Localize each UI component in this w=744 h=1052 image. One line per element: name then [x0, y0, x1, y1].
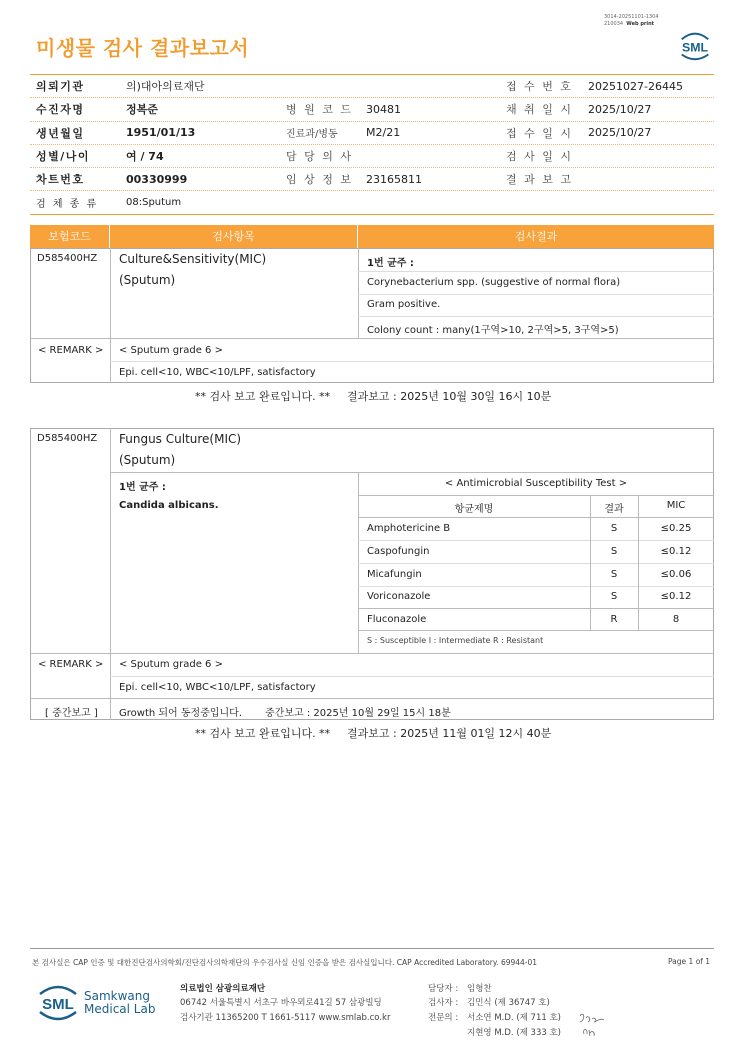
doc-code-line1: 3014-20251101-1304	[604, 14, 659, 20]
manager-name: 임형찬	[467, 984, 492, 994]
ast-result-1: S	[610, 523, 618, 534]
web-print-label: Web print	[626, 21, 655, 27]
specialist2-name: 지현영 M.D. (제 333 호)	[467, 1028, 562, 1038]
tester-label: 검사자 :	[428, 998, 459, 1008]
sml-footer-logo-icon	[36, 980, 80, 1024]
test1-remark-line2: Epi. cell<10, WBC<10/LPF, satisfactory	[119, 367, 316, 378]
name-label: 수진자명	[36, 103, 85, 117]
clinical-label: 임 상 정 보	[286, 173, 353, 187]
test1-result-line1: 1번 균주 :	[367, 258, 414, 269]
ast-legend: S : Susceptible I : Intermediate R : Resistant	[367, 636, 544, 645]
test2-item-line1: Fungus Culture(MIC)	[119, 432, 242, 446]
specimen-label: 검 체 종 류	[36, 199, 99, 211]
ast-mic-5: 8	[672, 614, 680, 625]
specialist-signature	[576, 1006, 610, 1040]
sex-age-label: 성별/나이	[36, 150, 91, 164]
hospital-code-label: 병 원 코 드	[286, 103, 353, 117]
sml-logo-icon	[676, 26, 714, 64]
test1-item-line1: Culture&Sensitivity(MIC)	[119, 252, 267, 266]
footer-divider	[30, 948, 714, 949]
chart-value: 00330999	[126, 172, 188, 186]
report-label: 결 과 보 고	[506, 173, 573, 187]
test-date-label: 검 사 일 시	[506, 150, 573, 164]
interim-time: 중간보고 : 2025년 10월 29일 15시 18분	[265, 708, 451, 719]
test2-remark-label: < REMARK >	[38, 659, 104, 670]
page-number: Page 1 of 1	[668, 957, 711, 966]
ast-result-2: S	[610, 546, 618, 557]
test1-remark-label: < REMARK >	[38, 345, 104, 356]
brand-name	[84, 990, 155, 1016]
institution-label: 의뢰기관	[36, 80, 85, 94]
ast-drug-4: Voriconazole	[367, 591, 431, 602]
sml-logo	[676, 26, 714, 64]
doctor-label: 담 당 의 사	[286, 150, 353, 164]
ast-mic-2: ≤0.12	[660, 546, 692, 557]
hospital-code-value: 30481	[366, 102, 401, 116]
results-table-header	[30, 225, 714, 248]
ast-drug-1: Amphotericine B	[367, 523, 451, 534]
test2-item-line2: (Sputum)	[119, 453, 176, 467]
specialist-label: 전문의 :	[428, 1013, 459, 1023]
clinical-value: 23165811	[366, 172, 422, 186]
test1-code: D585400HZ	[37, 253, 98, 264]
svg-text:SML: SML	[681, 40, 709, 55]
receipt-no-label: 접 수 번 호	[506, 80, 573, 94]
ast-result-3: S	[610, 569, 618, 580]
collect-date-label: 채 취 일 시	[506, 103, 573, 117]
test1-result-line4: Colony count : many(1구역>10, 2구역>5, 3구역>5)	[367, 325, 619, 336]
brand-line1: Samkwang	[84, 989, 150, 1003]
test1-report-time: 결과보고 : 2025년 10월 30일 16시 10분	[347, 390, 552, 403]
receipt-date-value: 2025/10/27	[588, 126, 652, 140]
col-code-header: 보험코드	[30, 225, 110, 248]
test2-remark-line1: < Sputum grade 6 >	[119, 659, 223, 670]
org-contact: 검사기관 11365200 T 1661-5117 www.smlab.co.kr	[180, 1013, 391, 1023]
test2-complete: ** 검사 보고 완료입니다. **	[195, 727, 331, 740]
ast-drug-2: Caspofungin	[367, 546, 430, 557]
ast-mic-1: ≤0.25	[660, 523, 692, 534]
cert-text: 본 검사실은 CAP 인증 및 대한진단검사의학회/진단검사의학재단의 우수검사실 신임 인증을 받은 검사실입니다. CAP Accredited Laboratory. 69944-01	[32, 958, 538, 967]
receipt-date-label: 접 수 일 시	[506, 126, 573, 140]
ast-drug-3: Micafungin	[367, 569, 422, 580]
ast-drug-5: Fluconazole	[367, 614, 427, 625]
ast-header-result: 결과	[604, 504, 624, 515]
sml-footer-logo	[36, 980, 80, 1024]
birth-label: 생년월일	[36, 126, 85, 140]
document-code	[604, 14, 659, 28]
ast-result-5: R	[610, 614, 618, 625]
test2-remark-line2: Epi. cell<10, WBC<10/LPF, satisfactory	[119, 682, 316, 693]
test1-result-line2: Corynebacterium spp. (suggestive of normal flora)	[367, 277, 621, 288]
interim-text: Growth 되어 동정중입니다.	[119, 708, 243, 719]
dept-label: 진료과/병동	[286, 129, 338, 141]
dept-value: M2/21	[366, 126, 401, 140]
birth-value: 1951/01/13	[126, 126, 196, 140]
collect-date-value: 2025/10/27	[588, 102, 652, 116]
chart-label: 차트번호	[36, 173, 85, 187]
ast-header-drug: 항균제명	[454, 504, 494, 515]
doc-code-line2: 210034	[604, 21, 624, 27]
institution-value: 의)대아의료재단	[126, 80, 205, 94]
ast-mic-3: ≤0.06	[660, 569, 692, 580]
svg-text:SML: SML	[42, 996, 74, 1013]
ast-title: < Antimicrobial Susceptibility Test >	[444, 478, 628, 489]
ast-result-4: S	[610, 591, 618, 602]
report-title: 미생물 검사 결과보고서	[36, 36, 250, 60]
test2-code: D585400HZ	[37, 433, 98, 444]
col-result-header: 검사결과	[514, 230, 558, 243]
brand-line2: Medical Lab	[84, 1002, 156, 1016]
test2-strain-label: 1번 균주 :	[119, 482, 166, 493]
sex-age-value: 여 / 74	[126, 150, 164, 164]
tester-name: 김민식 (제 36747 호)	[467, 998, 550, 1008]
specialist1-name: 서소연 M.D. (제 711 호)	[467, 1013, 562, 1023]
interim-label: [ 중간보고 ]	[45, 708, 98, 719]
test1-complete: ** 검사 보고 완료입니다. **	[195, 390, 331, 403]
col-item-header: 검사항목	[110, 225, 358, 248]
org-name: 의료법인 삼광의료재단	[180, 984, 266, 994]
patient-info	[30, 74, 714, 215]
test1-item-line2: (Sputum)	[119, 273, 176, 287]
receipt-no-value: 20251027-26445	[588, 79, 683, 93]
test2-organism: Candida albicans.	[119, 500, 219, 511]
ast-header-mic: MIC	[666, 500, 686, 511]
manager-label: 담당자 :	[428, 984, 459, 994]
test2-report-time: 결과보고 : 2025년 11월 01일 12시 40분	[347, 727, 552, 740]
test1-result-line3: Gram positive.	[367, 299, 441, 310]
test1-remark-line1: < Sputum grade 6 >	[119, 345, 223, 356]
ast-mic-4: ≤0.12	[660, 591, 692, 602]
specimen-value: 08:Sputum	[126, 197, 182, 209]
org-address: 06742 서울특별시 서초구 바우뫼로41길 57 삼광빌딩	[180, 998, 382, 1008]
name-value: 정복준	[126, 103, 158, 117]
